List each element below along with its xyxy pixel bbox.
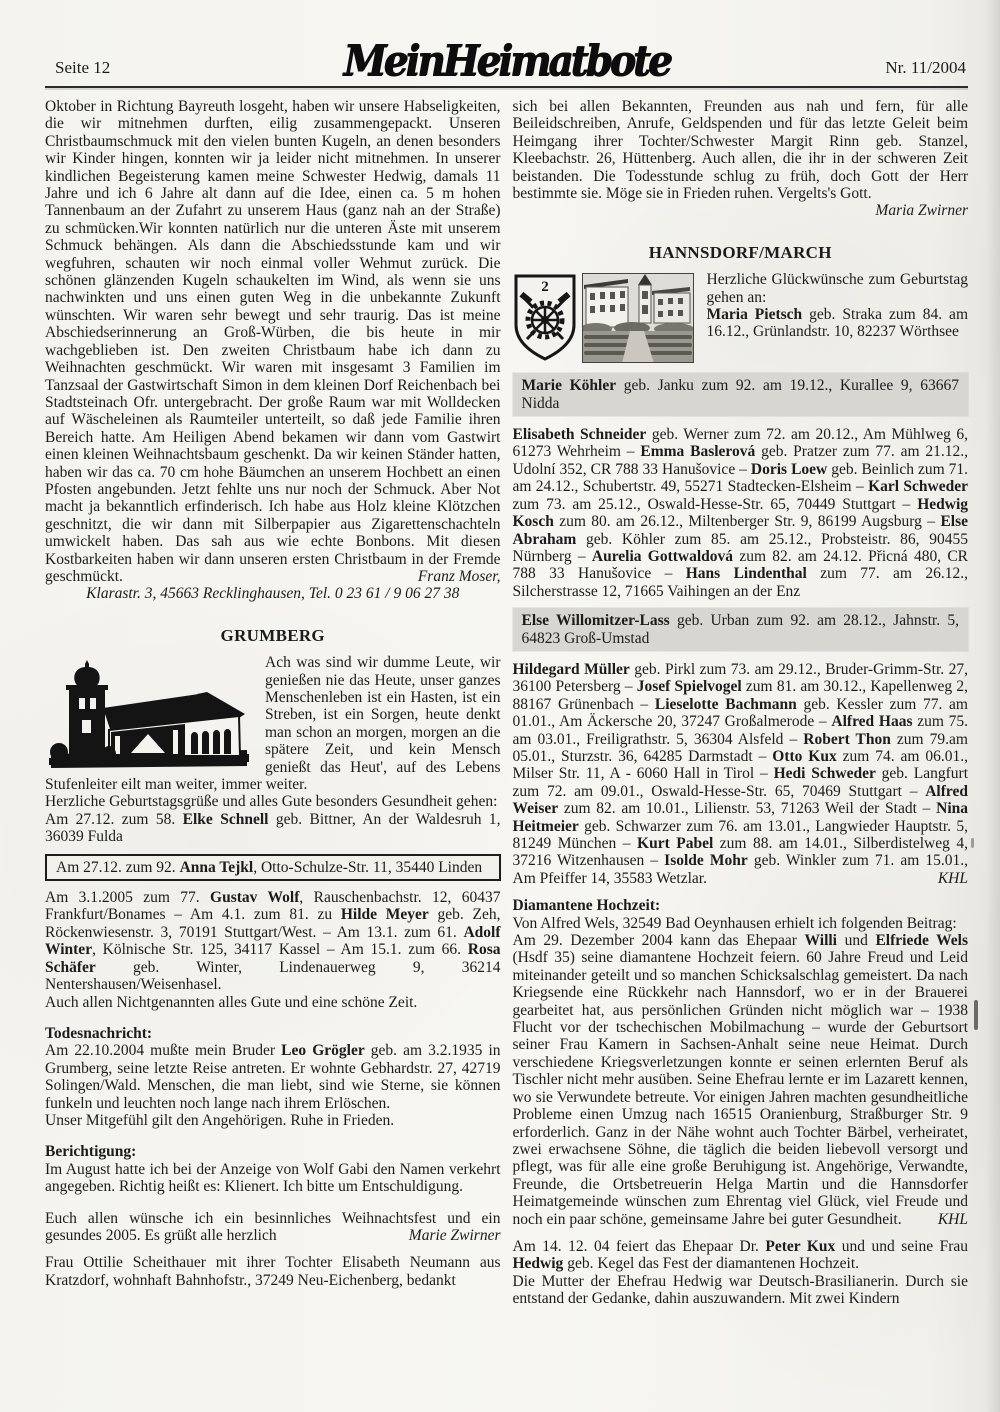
hannsdorf-birthday-first: Maria Pietsch geb. Straka zum 84. am 16.12., Grünlandstr. 10, 82237 Wörthsee xyxy=(706,306,968,341)
wedding-signature: KHL xyxy=(937,1210,968,1228)
issue-number: Nr. 11/2004 xyxy=(885,58,966,77)
death-notice-text: Am 22.10.2004 mußte mein Bruder Leo Grögler geb. am 3.2.1935 in Grumberg, seine letzte Reise antreten. Er wohnte Gebhardstr. 27, 42719 Solingen/Wald. Menschen, die man liebt, sind wie Sterne, sie können funkeln und leuchten noch lange nach ihrem Erlöschen. xyxy=(45,1042,501,1112)
hannsdorf-birthdays-december: Elisabeth Schneider geb. Werner zum 72. am 20.12., Am Mühlweg 6, 61273 Wehrheim – Emma Baslerová geb. Pratzer zum 77. am 21.12., Udolní 352, CR 788 33 Hanušovice – Doris Loew geb. Beinlich zum 71. am 24.12., Schubertstr. 49, 55271 Stadtecken-Elsheim – Karl Schweder zum 73. am 25.12., Oswald-Hesse-Str. 65, 70449 Stuttgart – Hedwig Kosch zum 80. am 26.12., Miltenberger Str. 9, 86199 Augsburg – Else Abraham geb. Köhler zum 85. am 25.12., Probsteistr. 86, 90455 Nürnberg – Aurelia Gottwaldová zum 82. am 24.12. Přicná 480, CR 788 33 Hanušovice – Hans Lindenthal zum 77. am 26.12., Silcherstrasse 12, 71665 Vaihingen an der Enz xyxy=(512,426,969,600)
grumberg-poem: Ach was sind wir dumme Leute, wir genießen nie das Heute, unser ganzes Menschenleben ist ein Hasten, ist ein Streben, ist ein Sorgen, heute denkt man schon an morgen, morgen an die spätere Zeit, und kein Mensch genießt das Heut', auf des Lebens Stufenleiter eilt man weiter, immer weiter. xyxy=(45,654,501,794)
closing-signature: Marie Zwirner xyxy=(408,1226,501,1244)
grumberg-wishes-all: Auch allen Nichtgenannten alles Gute und eine schöne Zeit. xyxy=(45,993,418,1011)
birthday-box-willomitzer: Else Willomitzer-Lass geb. Urban zum 92. am 28.12., Jahnstr. 5, 64823 Groß-Umstad xyxy=(513,608,969,651)
closing-paragraph xyxy=(45,1210,501,1245)
kux-anniversary-text2: Die Mutter der Ehefrau Hedwig war Deutsch-Brasilianerin. Durch sie entstand der Gedanke, dahin auszuwandern. Mit zwei Kindern xyxy=(512,1272,968,1308)
left-column xyxy=(45,98,501,1308)
hannsdorf-intro-block xyxy=(513,271,969,365)
birthdays-january-text: Hildegard Müller geb. Pirkl zum 73. am 29.12., Bruder-Grimm-Str. 27, 36100 Petersberg – Josef Spielvogel zum 81. am 30.12., Kapellenweg 2, 88167 Grünenbach – Lieselotte Bachmann geb. Kessler zum 77. am 01.01., Am Äckersche 20, 37247 Großalmerode – Alfred Haas zum 75. am 03.01., Freiligrathstr. 5, 36304 Alsfeld – Robert Thon zum 79.am 05.01., Sturzstr. 36, 64285 Darmstadt – Otto Kux zum 74. am 06.01., Milser Str. 11, A - 6060 Hall in Tirol – Hedi Schweder geb. Langfurt zum 72. am 09.01., Oswald-Hesse-Str. 65, 70469 Stuttgart – Alfred Weiser zum 82. am 10.01., Lilienstr. 53, 71263 Weil der Stadt – Nina Heitmeier geb. Schwarzer zum 76. am 13.01., Langwieder Hauptstr. 5, 81249 München – Kurt Pabel zum 88. am 14.01., Silberdistelweg 4, 37216 Witzenhausen – Isolde Mohr geb. Winkler zum 71. am 15.01., Am Pfeiffer 14, 35583 Wetzlar. xyxy=(512,660,969,887)
correction-heading: Berichtigung: xyxy=(45,1143,137,1161)
grumberg-birthdays-more: Am 3.1.2005 zum 77. Gustav Wolf, Rauschenbachstr. 12, 60437 Frankfurt/Bonames – Am 4.1. zum 81. zu Hilde Meyer geb. Zeh, Röckenwiesenstr. 3, 70191 Stuttgart/West. – Am 13.1. zum 61. Adolf Winter, Kölnische Str. 125, 34117 Kassel – Am 15.1. zum 66. Rosa Schäfer geb. Winter, Lindenauerweg 9, 36214 Nentershausen/Weisenhasel. xyxy=(45,889,501,994)
grumberg-birthday-first: Am 27.12. zum 58. Elke Schnell geb. Bittner, An der Waldesruh 1, 36039 Fulda xyxy=(45,810,501,846)
wedding-heading: Diamantene Hochzeit: xyxy=(512,897,661,915)
birthday-box-koehler: Marie Köhler geb. Janku zum 92. am 19.12., Kurallee 9, 63667 Nidda xyxy=(513,373,969,416)
grumberg-poem-block xyxy=(45,654,501,793)
thanks-paragraph: sich bei allen Bekannten, Freunden aus nah und fern, für alle Beileidschreiben, Anrufe, Geldspenden und für das letzte Geleit beim Heimgang ihrer Tochter/Schwester Margit Rinn geb. Stanzel, Kleebachstr. 26, Hüttenberg. Auch allen, die ihr in der schweren Zeit beistanden. Die Todesstunde schlug zu früh, doch Gott der Herr bestimmte sie. Möge sie in Frieden ruhen. Vergelts's Gott. xyxy=(512,98,968,203)
scan-artifact xyxy=(971,838,974,848)
death-notice-condolence: Unser Mitgefühl gilt den Angehörigen. Ruhe in Frieden. xyxy=(45,1111,395,1129)
page-number: Seite 12 xyxy=(55,58,111,77)
story-paragraph xyxy=(45,98,501,585)
svg-text:2: 2 xyxy=(540,279,549,296)
section-heading-grumberg: GRUMBERG xyxy=(220,625,325,645)
page-header xyxy=(45,0,968,88)
closing-text: Euch allen wünsche ich ein besinnliches Weihnachtsfest und ein gesundes 2005. Es grüßt alle herzlich xyxy=(45,1209,501,1244)
story-signature: Franz Moser, xyxy=(417,567,501,585)
hannsdorf-images xyxy=(513,273,695,363)
masthead-title: MeinHeimatbote xyxy=(343,36,670,86)
birthdays-january-signature: KHL xyxy=(937,869,968,887)
hannsdorf-greeting: Herzliche Glückwünsche zum Geburtstag gehen an: xyxy=(706,271,968,306)
scan-artifact xyxy=(974,1000,978,1030)
kux-anniversary-text: Am 14. 12. 04 feiert das Ehepaar Dr. Peter Kux und und seine Frau Hedwig geb. Kegel das Fest der diamantenen Hochzeit. xyxy=(512,1237,968,1273)
wedding-intro: Von Alfred Wels, 32549 Bad Oeynhausen erhielt ich folgenden Beitrag: xyxy=(512,914,957,932)
hannsdorf-birthdays-january xyxy=(513,661,969,887)
story-address: Klarastr. 3, 45663 Recklinghausen, Tel. 0 23 61 / 9 06 27 38 xyxy=(86,585,460,603)
section-heading-hannsdorf: HANNSDORF/MARCH xyxy=(648,242,832,262)
thanks-signature: Maria Zwirner xyxy=(875,202,968,220)
story-text: Oktober in Richtung Bayreuth losgeht, haben wir unsere Habseligkeiten, die wir mitnehmen durften, eilig zusammengepackt. Unseren Christbaumschmuck mit den vielen bunten Kugeln, an denen besonders wir Kinder hingen, konnten wir ja leider nicht mitnehmen. In unserer kindlichen Begeisterung kamen meine Schwester Hedwig, damals 11 Jahre und ich 6 Jahre alt dann auf die Idee, einen ca. 5 m hohen Tannenbaum an der Zufahrt zu unserem Haus (ganz nah an der Straße) zu schmücken.Wir konnten natürlich nur die unteren Äste mit unserem Schmuck behängen. Als dann die Abschiedsstunde kam und wir wegfuhren, schauten wir noch einmal voller Wehmut zurück. Die schönen glänzenden Kugeln schaukelten im Wind, als wenn sie uns nachwinkten und uns einen guten Weg in die unbekannte Zukunft wünschten. Wir waren sehr bewegt und sehr traurig. Das ist meine Abschiedserinnerung an Groß-Würben, die bis heute in mir wachgeblieben ist. Den zweiten Christbaum habe ich dann zu Weihnachten geschmückt. Wir waren mit insgesamt 3 Familien im Tanzsaal der Gastwirtschaft Simon in dem kleinen Dorf Reichenbach bei Stadtsteinach Ofr. untergebracht. Der große Raum war mit Wolldecken auf Wäscheleinen als Raumteiler unterteilt, so daß jede Familie ihren Bereich hatte. Am Heiligen Abend bekamen wir dann vom Gastwirt einen kleinen Weihnachtsbaum geschenkt. Da wir keinen Ständer hatten, haben wir das ca. 70 cm hohe Bäumchen an unserem Hochbett an einen Pfosten angebunden. Jetzt fehlte uns nur noch der Schmuck. Aber Not macht ja bekanntlich erfinderisch. Ich habe aus Holz kleine Klötzchen geschnitzt, die wir dann mit Silberpapier aus Zigarettenschachteln umwickelt haben. Das sah aus wie echte Bonbons. Mit diesen Kostbarkeiten haben wir dann unseren ersten Christbaum in der Fremde geschmückt. xyxy=(45,98,501,585)
wedding-text-body: Am 29. Dezember 2004 kann das Ehepaar Willi und Elfriede Wels (Hsdf 35) seine diamantene Hochzeit feiern. 60 Jahre Freud und Leid miteinander geteilt und so manchen Schicksalschlag gemeistert. Da nach Kriegsende eine Rückkehr nach Hannsdorf, wo er in der Brauerei gearbeitet hat, aus persönlichen Gründen nicht möglich war – 1938 Flucht vor der tschechischen Mobilmachung – wurde der Geburtsort seiner Frau Kamern in Sachsen-Anhalt seine neue Heimat. Durch verschiedene Kriegsverletzungen konnte er seinen erlernten Beruf als Tischler nicht mehr ausüben. Seine Ehefrau lernte er im Lazarett kennen, wo sie Verwundete betreute. Vor einigen Jahren machten gesundheitliche Probleme einen Umzug nach 16515 Oranienburg, Straßburger Str. 9 erforderlich. Ganz in der Nähe wohnt auch Tochter Bärbel, verheiratet, zwei erwachsene Söhne, die täglich die beiden liebevoll versorgt und pflegt, was für alle eine große Beruhigung ist. Angehörige, Verwandte, Freunde, die Ortsbetreuerin Helga Martin und die Hannsdorfer Heimatgemeinde wünschen zum Ehrentag viel Glück, viel Freude und noch ein paar schöne, gemeinsame Jahre bei guter Gesundheit. xyxy=(512,932,969,1228)
hannsdorf-town-view-image xyxy=(582,273,694,363)
grumberg-church-woodcut-image xyxy=(49,658,249,770)
hannsdorf-coat-of-arms-image xyxy=(513,273,577,363)
birthday-box-tejkl: Am 27.12. zum 92. Anna Tejkl, Otto-Schulze-Str. 11, 35440 Linden xyxy=(45,854,501,881)
right-column xyxy=(513,98,969,1308)
page-body xyxy=(0,88,1000,1308)
thanks-scheithauer-text: Frau Ottilie Scheithauer mit ihrer Tochter Elisabeth Neumann aus Kratzdorf, wohnhaft Bahnhofstr., 37249 Neu-Eichenberg, bedankt xyxy=(45,1254,501,1289)
correction-text: Im August hatte ich bei der Anzeige von Wolf Gabi den Namen verkehrt angegeben. Richtig heißt es: Klienert. Ich bitte um Entschuldigung. xyxy=(45,1160,501,1196)
wedding-text xyxy=(513,932,969,1228)
death-notice-heading: Todesnachricht: xyxy=(45,1024,153,1042)
grumberg-greeting: Herzliche Geburtstagsgrüße und alles Gute besonders Gesundheit gehen: xyxy=(45,793,498,811)
